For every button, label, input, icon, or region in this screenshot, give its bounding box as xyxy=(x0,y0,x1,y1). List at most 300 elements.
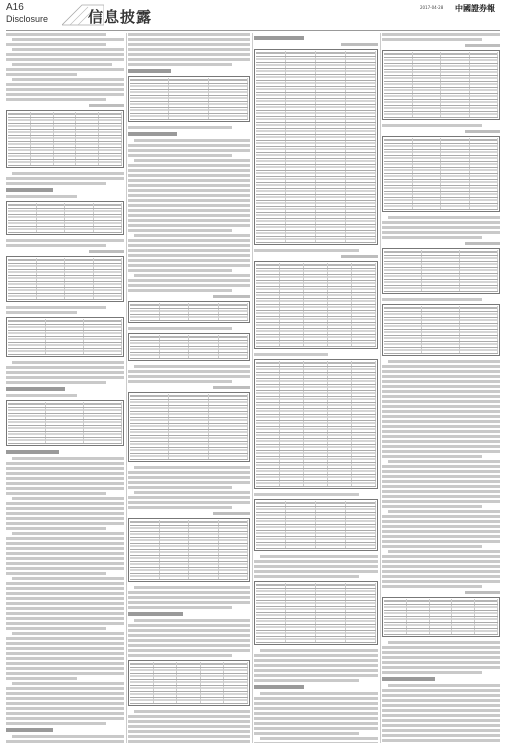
text-line xyxy=(6,507,124,510)
text-line xyxy=(6,394,77,397)
data-table xyxy=(254,261,378,349)
text-line xyxy=(382,570,500,573)
text-line xyxy=(6,592,124,595)
text-line xyxy=(254,707,378,710)
text-line xyxy=(260,737,378,740)
text-line xyxy=(6,702,124,705)
text-line xyxy=(128,649,250,652)
text-line xyxy=(382,400,500,403)
text-line xyxy=(382,470,500,473)
text-line xyxy=(6,672,124,675)
text-line xyxy=(382,221,500,224)
table-row xyxy=(130,698,248,704)
text-line xyxy=(12,172,124,175)
table-row xyxy=(130,114,248,120)
text-line xyxy=(128,639,250,642)
text-line xyxy=(6,612,124,615)
text-line xyxy=(254,575,359,578)
text-line xyxy=(388,684,500,687)
text-line xyxy=(6,697,124,700)
text-line xyxy=(254,570,378,573)
text-line xyxy=(6,657,124,660)
table-row xyxy=(256,543,376,549)
text-line xyxy=(382,729,500,732)
text-line xyxy=(254,560,378,563)
text-line xyxy=(6,677,77,680)
text-line xyxy=(6,552,124,555)
text-line xyxy=(128,471,250,474)
text-line xyxy=(254,685,304,689)
table-row xyxy=(8,438,122,444)
text-line xyxy=(128,189,250,192)
text-line xyxy=(128,644,250,647)
text-line xyxy=(382,661,500,664)
text-line xyxy=(382,420,500,423)
text-line xyxy=(254,664,378,667)
text-line xyxy=(12,632,124,635)
text-line xyxy=(388,216,500,219)
text-line xyxy=(382,699,500,702)
text-line xyxy=(6,542,124,545)
text-line xyxy=(254,722,378,725)
text-line xyxy=(128,164,250,167)
text-line xyxy=(6,462,124,465)
newspaper-logo: 中國證券報 xyxy=(455,3,495,13)
text-line xyxy=(128,370,250,373)
text-line xyxy=(12,48,124,51)
column-divider xyxy=(252,33,253,743)
table-row xyxy=(256,481,376,487)
text-line xyxy=(382,490,500,493)
table-row xyxy=(256,237,376,243)
text-line xyxy=(6,311,77,314)
text-line xyxy=(6,450,59,454)
text-line xyxy=(465,44,500,47)
text-line xyxy=(6,376,124,379)
text-line xyxy=(128,259,250,262)
text-line xyxy=(128,194,250,197)
text-line xyxy=(6,692,124,695)
text-line xyxy=(382,666,500,669)
data-table xyxy=(382,304,500,356)
text-line xyxy=(128,715,250,718)
data-table xyxy=(6,256,124,302)
text-line xyxy=(6,512,124,515)
text-line xyxy=(382,480,500,483)
text-line xyxy=(128,327,232,330)
text-line xyxy=(128,254,250,257)
text-line xyxy=(6,637,124,640)
text-line xyxy=(128,740,250,743)
text-line xyxy=(128,224,250,227)
text-line xyxy=(382,694,500,697)
text-line xyxy=(382,714,500,717)
text-line xyxy=(128,214,250,217)
text-line xyxy=(6,647,124,650)
data-table xyxy=(6,400,124,446)
text-line xyxy=(128,144,250,147)
text-line xyxy=(128,269,232,272)
text-line xyxy=(382,410,500,413)
text-line xyxy=(128,126,232,129)
text-line xyxy=(128,43,250,46)
text-line xyxy=(12,735,124,738)
text-line xyxy=(128,591,250,594)
text-line xyxy=(254,493,359,496)
table-row xyxy=(130,315,248,321)
text-line xyxy=(6,477,124,480)
text-line xyxy=(6,366,124,369)
text-line xyxy=(382,226,500,229)
table-row xyxy=(8,227,122,233)
text-line xyxy=(128,501,250,504)
text-line xyxy=(128,506,232,509)
data-table xyxy=(6,110,124,168)
data-table xyxy=(128,301,250,323)
text-line xyxy=(465,242,500,245)
text-line xyxy=(12,457,124,460)
text-line xyxy=(382,450,500,453)
text-line xyxy=(6,607,124,610)
text-line xyxy=(128,606,232,609)
text-line xyxy=(6,482,124,485)
text-line xyxy=(128,486,232,489)
text-line xyxy=(12,63,112,66)
text-line xyxy=(254,712,378,715)
text-line xyxy=(382,565,500,568)
text-line xyxy=(6,717,124,720)
data-table xyxy=(382,597,500,637)
text-line xyxy=(134,466,250,469)
text-line xyxy=(382,33,500,36)
text-line xyxy=(6,371,124,374)
text-line xyxy=(382,380,500,383)
data-table xyxy=(128,76,250,122)
text-line xyxy=(6,58,124,61)
table-row xyxy=(8,160,122,166)
table-row xyxy=(8,349,122,355)
text-line xyxy=(382,38,482,41)
data-table xyxy=(128,518,250,582)
text-line xyxy=(6,188,53,192)
table-row xyxy=(130,454,248,460)
text-line xyxy=(6,527,106,530)
text-line xyxy=(382,525,500,528)
text-line xyxy=(128,720,250,723)
text-line xyxy=(128,612,183,616)
table-row xyxy=(8,294,122,300)
text-line xyxy=(128,33,250,36)
text-line xyxy=(128,209,250,212)
text-line xyxy=(382,575,500,578)
text-line xyxy=(6,642,124,645)
text-line xyxy=(382,425,500,428)
text-line xyxy=(6,562,124,565)
column-1 xyxy=(6,33,124,743)
text-line xyxy=(382,709,500,712)
text-line xyxy=(6,244,106,247)
masthead xyxy=(0,0,506,30)
data-table xyxy=(254,581,378,645)
text-line xyxy=(128,38,250,41)
text-line xyxy=(6,182,106,185)
text-line xyxy=(6,73,77,76)
table-row xyxy=(256,637,376,643)
text-line xyxy=(128,174,250,177)
text-line xyxy=(128,219,250,222)
text-line xyxy=(382,739,500,742)
text-line xyxy=(12,497,124,500)
header-rule xyxy=(6,30,500,31)
text-line xyxy=(6,567,124,570)
text-line xyxy=(382,505,482,508)
text-line xyxy=(128,239,250,242)
text-line xyxy=(382,236,482,239)
text-line xyxy=(128,289,232,292)
text-line xyxy=(382,689,500,692)
text-line xyxy=(128,199,250,202)
text-line xyxy=(260,692,378,695)
text-line xyxy=(6,582,124,585)
text-line xyxy=(6,487,124,490)
text-line xyxy=(6,712,124,715)
data-table xyxy=(254,359,378,489)
text-line xyxy=(6,617,124,620)
text-line xyxy=(128,735,250,738)
text-line xyxy=(382,375,500,378)
text-line xyxy=(388,360,500,363)
text-line xyxy=(382,365,500,368)
text-line xyxy=(134,234,250,237)
text-line xyxy=(128,154,232,157)
text-line xyxy=(254,659,378,662)
text-line xyxy=(12,532,124,535)
text-line xyxy=(6,740,124,743)
text-line xyxy=(254,679,359,682)
text-line xyxy=(6,239,124,242)
text-line xyxy=(254,742,378,743)
text-line xyxy=(382,415,500,418)
text-line xyxy=(382,560,500,563)
text-line xyxy=(89,250,124,253)
text-line xyxy=(382,724,500,727)
text-line xyxy=(254,727,378,730)
text-line xyxy=(6,33,106,36)
text-line xyxy=(382,495,500,498)
text-line xyxy=(254,717,378,720)
text-line xyxy=(6,627,106,630)
text-line xyxy=(6,597,124,600)
issue-date: 2017-04-28 xyxy=(420,5,444,10)
text-line xyxy=(254,697,378,700)
text-line xyxy=(128,380,232,383)
text-line xyxy=(6,68,124,71)
text-line xyxy=(134,710,250,713)
text-line xyxy=(128,634,250,637)
text-line xyxy=(128,69,171,73)
text-line xyxy=(128,132,177,136)
text-line xyxy=(388,460,500,463)
text-line xyxy=(341,43,378,46)
text-line xyxy=(6,306,106,309)
data-table xyxy=(254,499,378,551)
text-line xyxy=(382,719,500,722)
text-line xyxy=(260,555,378,558)
text-line xyxy=(6,557,124,560)
text-line xyxy=(6,652,124,655)
text-line xyxy=(382,395,500,398)
text-line xyxy=(128,249,250,252)
text-line xyxy=(128,184,250,187)
text-line xyxy=(254,702,378,705)
text-line xyxy=(213,512,250,515)
text-line xyxy=(128,169,250,172)
text-line xyxy=(382,734,500,737)
text-line xyxy=(382,475,500,478)
text-line xyxy=(382,515,500,518)
text-line xyxy=(382,440,500,443)
text-line xyxy=(12,361,124,364)
text-line xyxy=(128,279,250,282)
text-line xyxy=(6,98,106,101)
table-row xyxy=(384,112,498,118)
text-line xyxy=(6,707,124,710)
column-3 xyxy=(254,33,378,743)
text-line xyxy=(128,204,250,207)
text-line xyxy=(6,387,65,391)
text-line xyxy=(382,585,482,588)
table-row xyxy=(256,341,376,347)
text-line xyxy=(382,405,500,408)
text-line xyxy=(6,472,124,475)
text-line xyxy=(6,381,106,384)
text-line xyxy=(134,365,250,368)
text-line xyxy=(6,667,124,670)
text-line xyxy=(6,547,124,550)
table-row xyxy=(384,286,498,292)
column-2 xyxy=(128,33,250,743)
text-line xyxy=(6,43,106,46)
text-line xyxy=(6,53,124,56)
text-line xyxy=(128,481,250,484)
data-table xyxy=(254,49,378,245)
data-table xyxy=(128,333,250,361)
text-line xyxy=(382,535,500,538)
text-line xyxy=(128,601,250,604)
data-table xyxy=(6,317,124,357)
text-line xyxy=(6,467,124,470)
text-line xyxy=(12,38,124,41)
text-line xyxy=(128,624,250,627)
text-line xyxy=(128,476,250,479)
text-line xyxy=(12,78,124,81)
text-line xyxy=(128,496,250,499)
text-line xyxy=(382,390,500,393)
text-line xyxy=(254,249,359,252)
table-row xyxy=(384,629,498,635)
text-line xyxy=(382,385,500,388)
text-line xyxy=(254,353,328,356)
text-line xyxy=(128,58,250,61)
text-line xyxy=(134,586,250,589)
text-line xyxy=(128,149,250,152)
text-line xyxy=(128,48,250,51)
data-table xyxy=(382,50,500,120)
text-line xyxy=(128,264,250,267)
text-line xyxy=(388,510,500,513)
text-line xyxy=(382,231,500,234)
text-line xyxy=(6,537,124,540)
text-line xyxy=(12,577,124,580)
text-line xyxy=(6,728,53,732)
text-line xyxy=(213,386,250,389)
column-divider xyxy=(126,33,127,743)
text-line xyxy=(254,654,378,657)
text-line xyxy=(128,629,250,632)
text-line xyxy=(465,130,500,133)
text-line xyxy=(6,83,124,86)
text-line xyxy=(6,687,124,690)
column-divider xyxy=(380,33,381,743)
text-line xyxy=(382,646,500,649)
text-line xyxy=(254,565,378,568)
data-table xyxy=(128,392,250,462)
text-line xyxy=(382,455,482,458)
text-line xyxy=(128,179,250,182)
text-line xyxy=(134,274,250,277)
text-line xyxy=(128,654,232,657)
text-line xyxy=(465,591,500,594)
text-line xyxy=(134,139,250,142)
text-line xyxy=(382,651,500,654)
text-line xyxy=(260,649,378,652)
text-line xyxy=(388,550,500,553)
text-line xyxy=(382,430,500,433)
text-line xyxy=(128,596,250,599)
text-line xyxy=(382,540,500,543)
text-line xyxy=(382,500,500,503)
text-line xyxy=(134,159,250,162)
text-line xyxy=(382,370,500,373)
text-line xyxy=(382,124,482,127)
table-row xyxy=(130,574,248,580)
text-line xyxy=(6,88,124,91)
text-line xyxy=(382,485,500,488)
text-line xyxy=(134,491,250,494)
text-line xyxy=(6,502,124,505)
data-table xyxy=(128,660,250,706)
text-line xyxy=(6,622,124,625)
text-line xyxy=(128,725,250,728)
table-row xyxy=(130,353,248,359)
text-line xyxy=(128,284,250,287)
text-line xyxy=(6,722,106,725)
page-number: A16 xyxy=(6,2,24,13)
text-line xyxy=(6,517,124,520)
text-line xyxy=(6,662,124,665)
text-line xyxy=(382,520,500,523)
text-line xyxy=(128,730,250,733)
text-line xyxy=(382,704,500,707)
text-line xyxy=(6,587,124,590)
text-line xyxy=(382,555,500,558)
text-line xyxy=(382,671,482,674)
text-line xyxy=(6,602,124,605)
text-line xyxy=(341,255,378,258)
text-line xyxy=(254,674,378,677)
data-table xyxy=(382,136,500,212)
text-line xyxy=(382,435,500,438)
